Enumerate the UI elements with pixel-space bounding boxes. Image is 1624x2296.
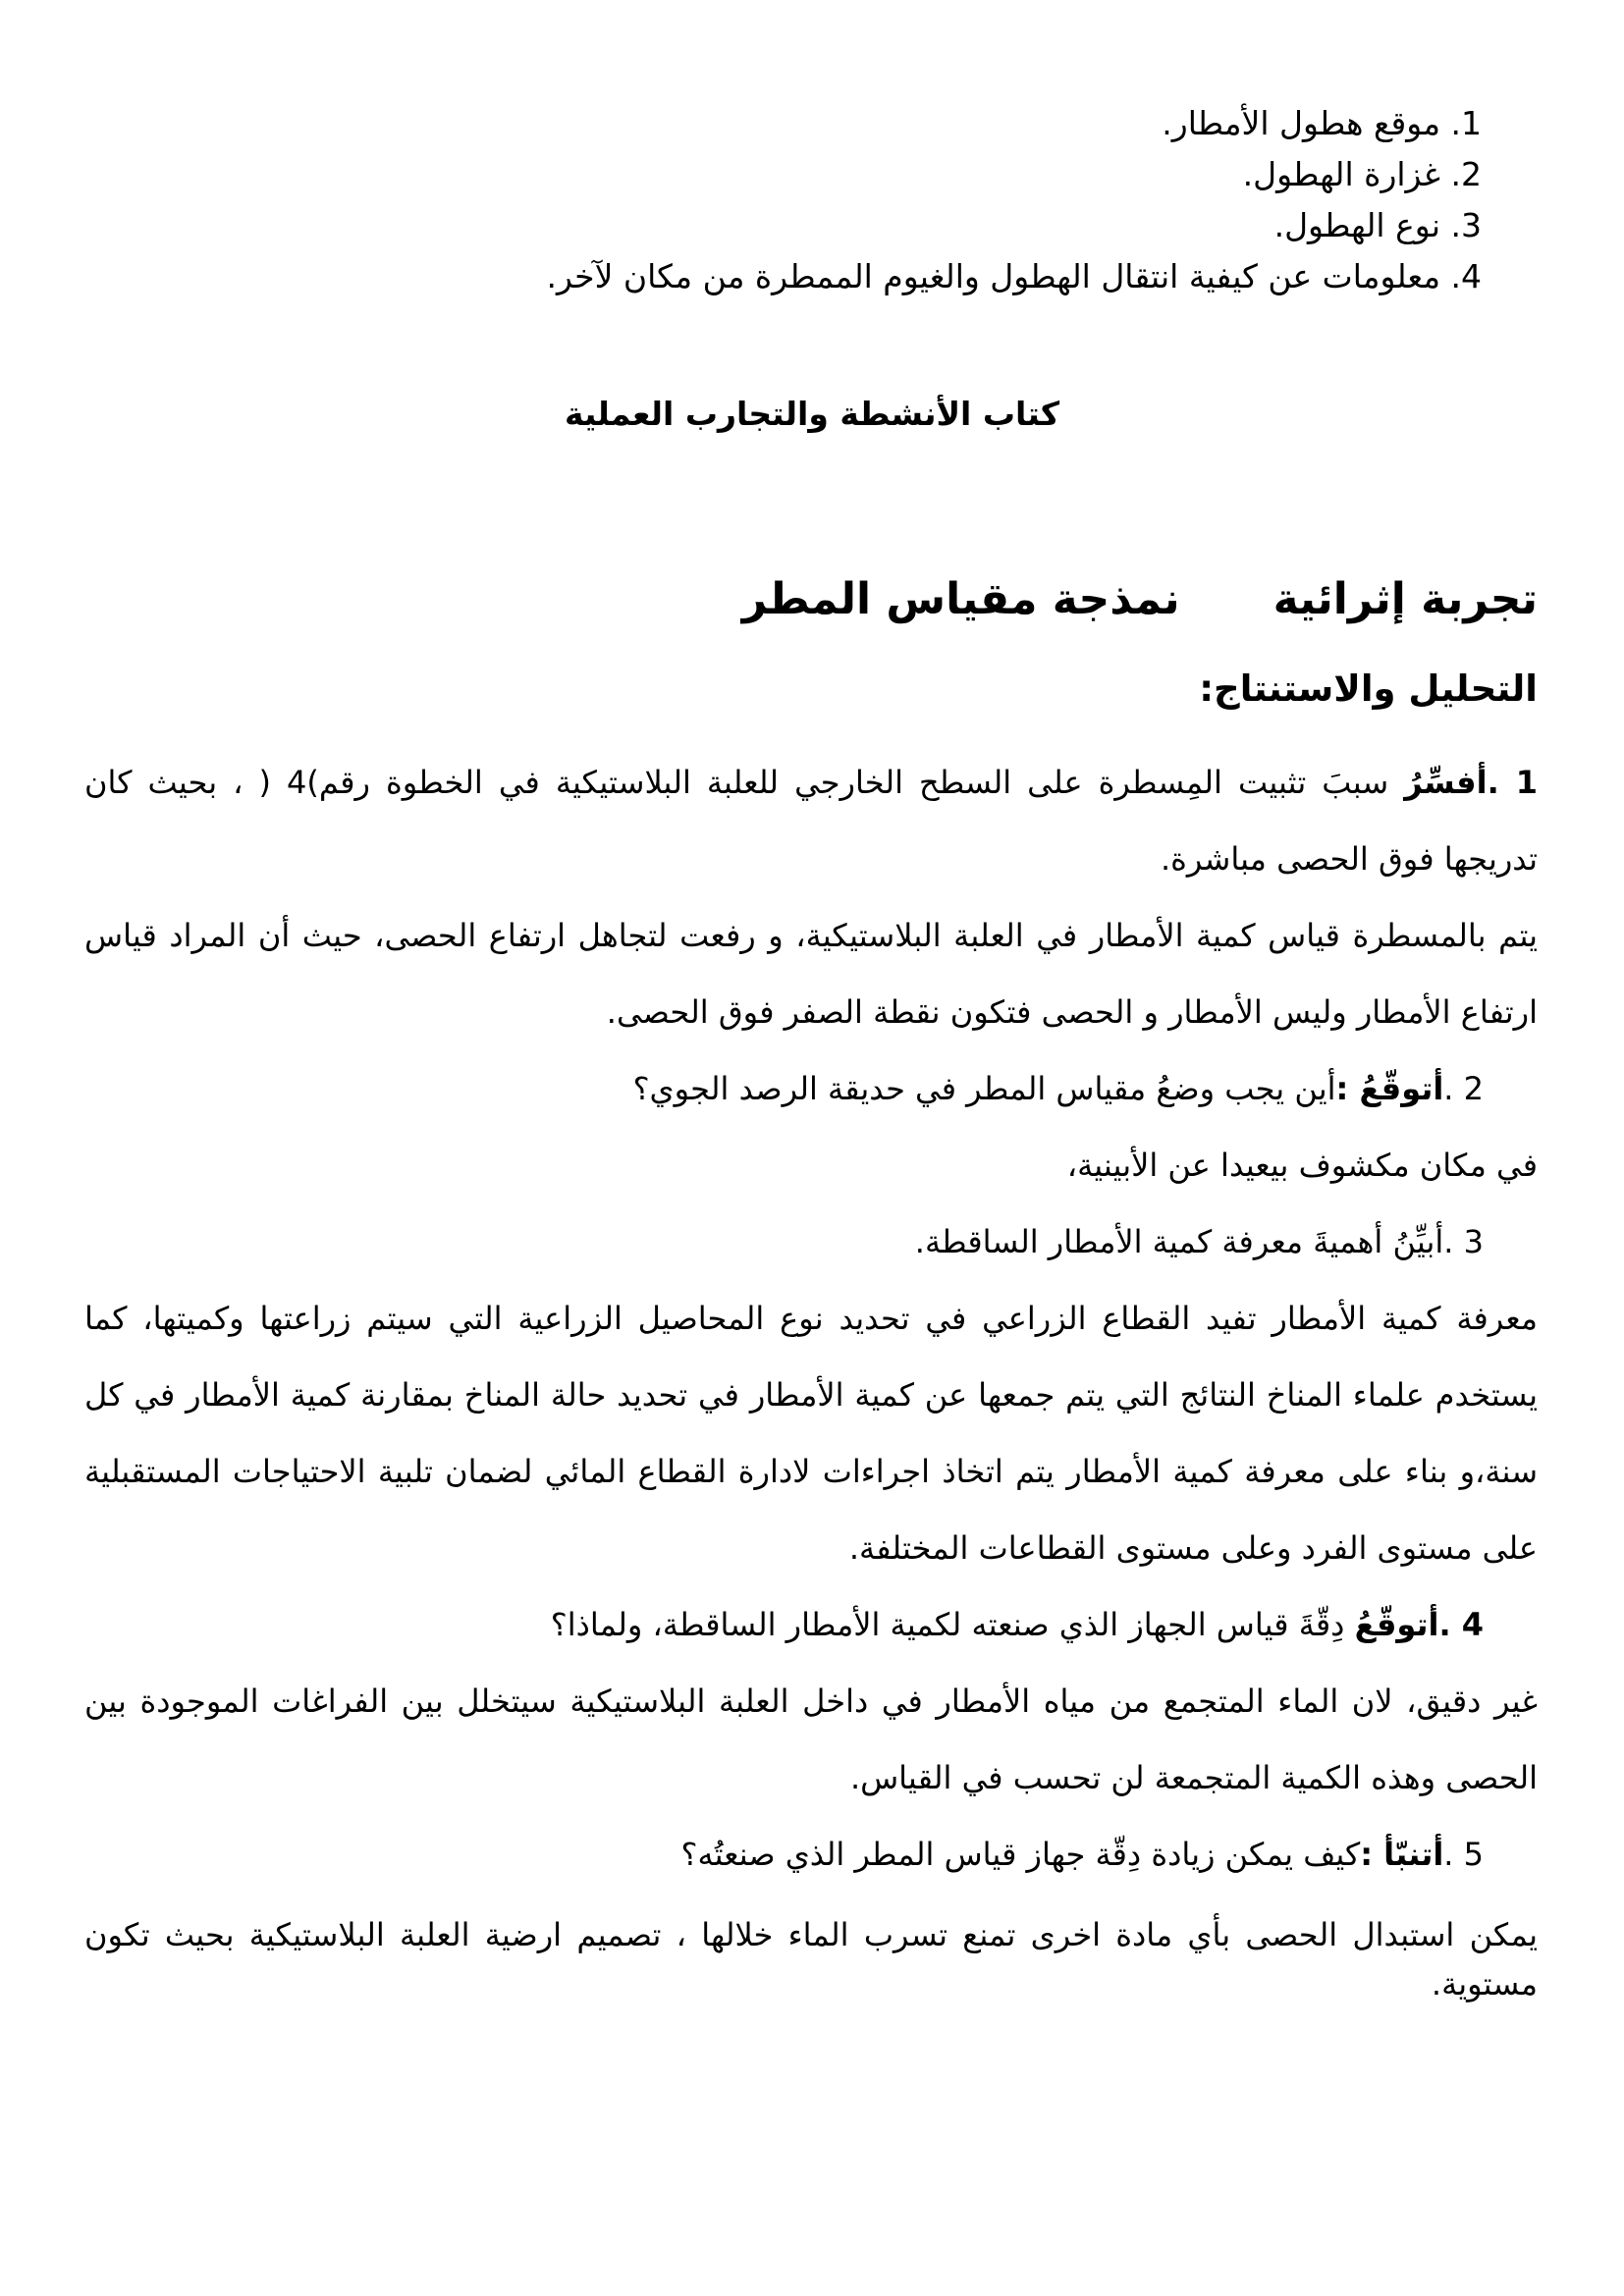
list-item: 1. موقع هطول الأمطار. — [1162, 104, 1482, 142]
list-item: 4. معلومات عن كيفية انتقال الهطول والغيوم الممطرة من مكان لآخر. — [546, 257, 1482, 295]
experiment-heading — [742, 574, 1538, 624]
question-5 — [84, 1816, 1538, 1893]
question-verb: أفسِّرُ — [1404, 764, 1488, 801]
question-text: دِقّةَ قياس الجهاز الذي صنعته لكمية الأمطار الساقطة، ولماذا؟ — [550, 1606, 1355, 1643]
question-text: كيف يمكن زيادة دِقّة جهاز قياس المطر الذي صنعتُه؟ — [680, 1836, 1361, 1873]
question-number: 2 . — [1443, 1070, 1484, 1107]
question-verb: أتوقّعُ — [1354, 1606, 1439, 1643]
answer-5: يمكن استبدال الحصى بأي مادة اخرى تمنع تسرب الماء خلالها ، تصميم ارضية العلبة البلاستيكية بحيث تكون مستوية. — [84, 1916, 1538, 2002]
list-item: 3. نوع الهطول. — [1273, 206, 1482, 244]
question-verb: أتوقّعُ : — [1335, 1070, 1444, 1107]
answer-4: غير دقيق، لان الماء المتجمع من مياه الأمطار في داخل العلبة البلاستيكية سيتخلل بين الفراغات الموجودة بين الحصى وهذه الكمية المتجمعة لن تحسب في القياس. — [84, 1682, 1538, 1796]
answer-1: يتم بالمسطرة قياس كمية الأمطار في العلبة البلاستيكية، و رفعت لتجاهل ارتفاع الحصى، حيث أن المراد قياس ارتفاع الأمطار وليس الأمطار و الحصى فتكون نقطة الصفر فوق الحصى. — [84, 917, 1538, 1031]
question-text: أين يجب وضعُ مقياس المطر في حديقة الرصد الجوي؟ — [632, 1070, 1336, 1107]
answer-3: معرفة كمية الأمطار تفيد القطاع الزراعي في تحديد نوع المحاصيل الزراعية التي سيتم زراعتها وكميتها، كما يستخدم علماء المناخ النتائج التي يتم جمعها عن كمية الأمطار في تحديد حالة المناخ بمقارنة كمية الأمطار في كل سنة،و بناء على معرفة كمية الأمطار يتم اتخاذ اجراءات لادارة القطاع المائي لضمان تلبية الاحتياجات المستقبلية على مستوى الفرد وعلى مستوى القطاعات المختلفة. — [84, 1300, 1538, 1567]
questions-body — [84, 744, 1538, 2008]
experiment-title: نمذجة مقياس المطر — [741, 574, 1180, 624]
analysis-heading: التحليل والاستنتاج: — [1199, 667, 1538, 710]
list-item: 2. غزارة الهطول. — [1242, 155, 1482, 193]
question-text: أبيِّنُ أهميةَ معرفة كمية الأمطار الساقطة. — [914, 1223, 1444, 1260]
question-4 — [84, 1586, 1538, 1663]
question-number: 5 . — [1443, 1836, 1484, 1873]
book-title: كتاب الأنشطة والتجارب العملية — [564, 395, 1060, 433]
question-2 — [84, 1050, 1538, 1127]
question-number: 1 . — [1487, 764, 1539, 801]
question-number: 4 . — [1438, 1606, 1484, 1643]
experiment-label: تجربة إثرائية — [1272, 574, 1538, 624]
answer-2: في مكان مكشوف بيعيدا عن الأبينية، — [1066, 1147, 1538, 1184]
question-3 — [84, 1203, 1538, 1280]
question-1 — [84, 744, 1538, 897]
question-text: سببَ تثبيت المِسطرة على السطح الخارجي للعلبة البلاستيكية في الخطوة رقم)4 ( ، بحيث كان تدريجها فوق الحصى مباشرة. — [84, 764, 1538, 878]
question-number: 3 . — [1443, 1223, 1484, 1260]
question-verb: أتنبّأ : — [1360, 1836, 1444, 1873]
precipitation-info-list — [402, 98, 1482, 302]
